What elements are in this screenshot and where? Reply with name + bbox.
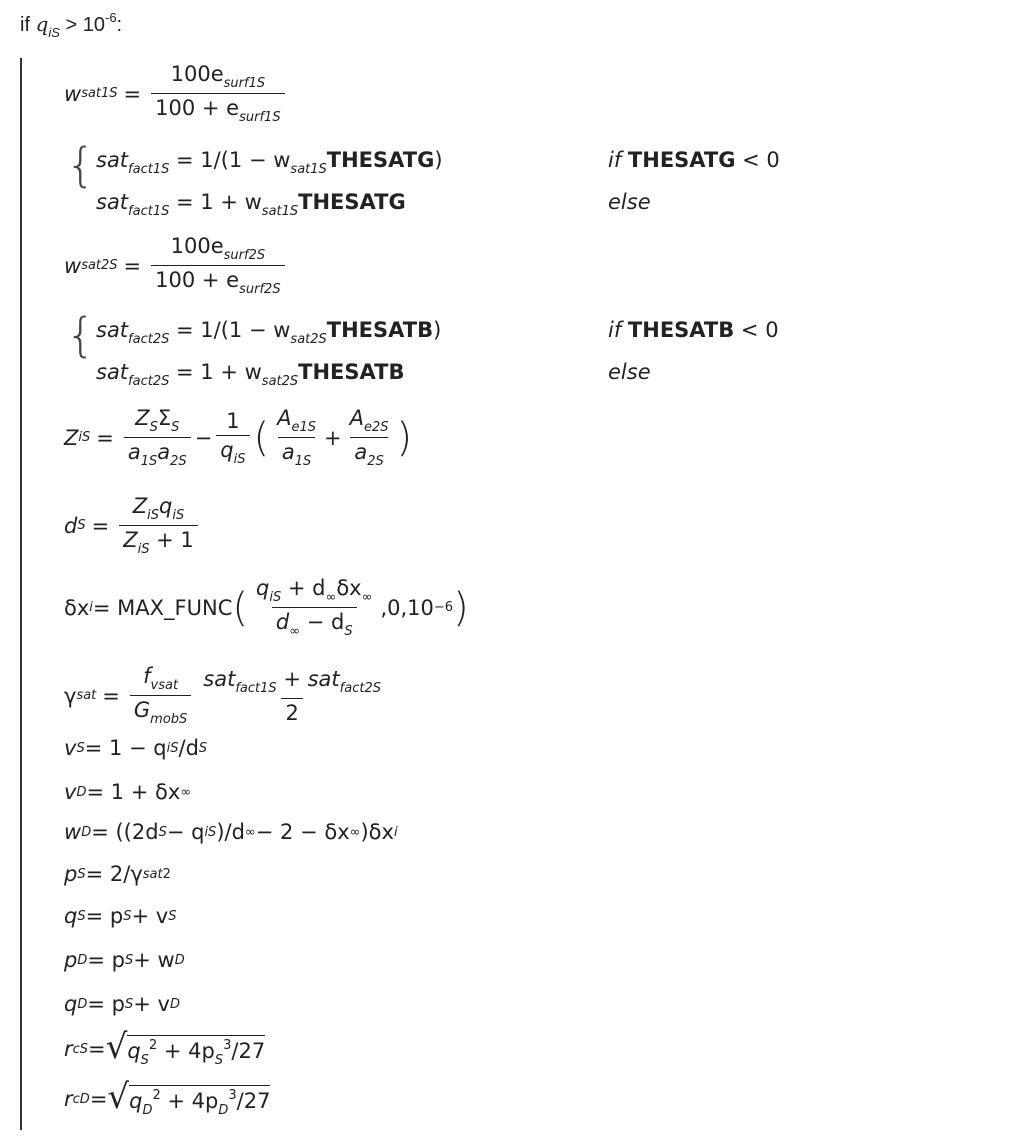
close-paren: ) xyxy=(433,318,442,342)
max-func: = MAX_FUNC xyxy=(92,595,233,620)
lhs-sub: cS xyxy=(72,1041,89,1057)
rhs2: + w xyxy=(133,948,175,972)
close-paren: ) xyxy=(434,148,443,172)
radicand xyxy=(129,1085,270,1118)
a: q xyxy=(127,1039,141,1063)
s: e2S xyxy=(364,420,389,435)
t: a xyxy=(281,440,295,464)
rhs: = 1 + δx xyxy=(86,780,181,804)
rhs-sub: sat xyxy=(142,866,163,882)
mid: + 4p xyxy=(160,1089,219,1113)
r4: − 2 − δx xyxy=(255,820,350,844)
thesatg: THESATG xyxy=(298,190,406,214)
t: q xyxy=(220,437,234,462)
rhs-sub: S xyxy=(124,996,134,1012)
denominator xyxy=(130,695,191,727)
ms: S xyxy=(344,624,353,639)
denominator xyxy=(151,93,284,125)
lhs-sub: D xyxy=(77,952,88,968)
t: G xyxy=(133,698,151,722)
end: /27 xyxy=(231,1039,266,1063)
end: /27 xyxy=(236,1089,271,1113)
equals: = xyxy=(123,81,142,106)
rhs-sub: S xyxy=(123,908,132,924)
lhs-sub: S xyxy=(77,518,86,533)
rhs-sub: iS xyxy=(166,740,179,756)
equals: = xyxy=(91,513,110,538)
eq-pd xyxy=(64,948,185,972)
numerator xyxy=(273,406,320,437)
rhs: = p xyxy=(87,948,125,972)
rhs-sub: sat2S xyxy=(261,374,299,389)
lhs: w xyxy=(64,253,82,278)
else-word: else xyxy=(608,360,651,384)
m: + d xyxy=(281,576,326,600)
den-sub: surf2S xyxy=(239,282,281,297)
denominator xyxy=(124,437,191,469)
t: Z xyxy=(132,494,148,518)
eq-vs xyxy=(64,736,207,760)
sat: sat xyxy=(96,360,129,384)
rhs: = 2/γ xyxy=(85,862,143,886)
den-text: 100 + e xyxy=(155,268,240,292)
lhs: w xyxy=(64,820,82,844)
rhs: = 1 − q xyxy=(84,736,167,760)
cond-op: < 0 xyxy=(734,318,779,342)
s: iS xyxy=(269,590,282,605)
s: fact1S xyxy=(235,680,277,696)
minus: − xyxy=(194,425,213,450)
left-paren: ( xyxy=(232,584,248,631)
fraction xyxy=(151,234,284,297)
brace-1: { xyxy=(66,138,96,192)
rhs: = 1/(1 − w xyxy=(169,318,291,342)
lhs: q xyxy=(64,992,78,1016)
ap: 2 xyxy=(148,1038,158,1053)
cond-bold: THESATB xyxy=(627,318,735,342)
rhs: = 1 + w xyxy=(169,360,262,384)
mid: + 4p xyxy=(157,1039,215,1063)
lhs-sub: sat xyxy=(76,688,97,703)
lhs-sub: D xyxy=(81,824,92,840)
lhs: r xyxy=(64,1037,73,1061)
cond-op: < 0 xyxy=(735,148,780,172)
r1: = ((2d xyxy=(91,820,159,844)
es: ∞ xyxy=(361,590,373,605)
sys2-row2 xyxy=(96,360,404,389)
eq-wsat2s xyxy=(64,234,289,297)
eq-ps xyxy=(64,862,171,886)
sub: fact2S xyxy=(128,332,170,347)
rhs: = 1 + w xyxy=(169,190,262,214)
lhs-sub: sat2S xyxy=(81,258,118,273)
bs: D xyxy=(218,1103,229,1118)
sys2-cond2 xyxy=(608,360,651,384)
lhs: d xyxy=(64,513,78,538)
s4: ∞ xyxy=(349,824,361,840)
equals: = xyxy=(88,1037,106,1061)
s1: S xyxy=(158,824,167,840)
lhs: w xyxy=(64,81,82,106)
fraction-2 xyxy=(199,667,385,725)
s5: i xyxy=(393,824,398,840)
numerator xyxy=(346,406,393,437)
numerator xyxy=(252,576,376,607)
fraction-1 xyxy=(130,664,191,727)
sat: sat xyxy=(96,190,129,214)
den-sub: surf1S xyxy=(239,110,281,125)
rhs: = 1/(1 − w xyxy=(169,148,291,172)
den-text: 100 + e xyxy=(155,96,240,120)
right-paren: ) xyxy=(453,584,469,631)
right-paren: ) xyxy=(396,414,413,461)
rhs2: + v xyxy=(133,992,170,1016)
t: sat xyxy=(203,666,236,691)
eq-wd xyxy=(64,820,398,844)
if-word: if xyxy=(608,318,622,342)
s: S xyxy=(149,420,158,435)
eq-ds xyxy=(64,494,202,557)
s: iS xyxy=(147,508,160,523)
num-text: 100e xyxy=(170,234,224,258)
numerator xyxy=(131,406,183,437)
as: S xyxy=(140,1053,149,1068)
lhs-sub: S xyxy=(77,908,86,924)
lhs-sub: iS xyxy=(78,430,91,445)
tail: ,0,10 xyxy=(380,595,434,620)
radical-sign: √ xyxy=(105,1027,128,1067)
t2: Σ xyxy=(157,406,172,430)
t: d xyxy=(275,610,290,634)
t: a xyxy=(354,440,368,464)
rhs-sup: 2 xyxy=(162,866,171,882)
s: iS xyxy=(137,542,150,557)
s2: iS xyxy=(172,508,185,523)
r3: )/d xyxy=(216,820,245,844)
e: δx xyxy=(336,576,362,600)
rhs2-sub: D xyxy=(174,952,185,968)
thesatb: THESATB xyxy=(298,360,405,384)
s: 1S xyxy=(294,454,312,469)
numerator xyxy=(199,667,385,698)
s: ∞ xyxy=(289,624,301,639)
lhs: q xyxy=(64,904,78,928)
sys1-cond1 xyxy=(608,148,780,172)
rhs2-sub: S xyxy=(168,908,177,924)
r5: )δx xyxy=(360,820,394,844)
m: − d xyxy=(300,610,345,634)
rhs-sub: ∞ xyxy=(180,784,192,800)
num-text: 100e xyxy=(170,62,224,86)
rhs-sub: sat1S xyxy=(290,162,327,177)
lhs: δx xyxy=(64,595,90,620)
condition-line xyxy=(20,10,122,40)
lhs-sub: i xyxy=(89,600,93,615)
t2: a xyxy=(157,440,171,464)
bs: S xyxy=(214,1053,224,1068)
s2: S xyxy=(171,420,180,435)
rhs2: /d xyxy=(178,736,199,760)
rhs: = p xyxy=(87,992,125,1016)
bp: 3 xyxy=(223,1038,232,1053)
equals: = xyxy=(89,1087,108,1111)
eq-rcd xyxy=(64,1077,271,1118)
sqrt xyxy=(105,1027,266,1068)
sys2-row1 xyxy=(96,318,441,347)
m: + sat xyxy=(276,666,340,691)
lhs: r xyxy=(64,1087,73,1111)
lhs-sub: D xyxy=(76,784,87,800)
denominator xyxy=(278,437,315,469)
t: A xyxy=(349,406,365,430)
sub: fact1S xyxy=(128,162,170,177)
radical-sign: √ xyxy=(107,1077,130,1117)
fraction xyxy=(119,494,198,557)
s: mobS xyxy=(150,712,188,727)
denominator xyxy=(151,265,284,297)
eq-qd xyxy=(64,992,180,1016)
equals: = xyxy=(102,683,120,708)
fraction-3 xyxy=(273,406,320,469)
plus: + xyxy=(324,425,342,450)
ap: 2 xyxy=(152,1088,161,1103)
r2: − q xyxy=(166,820,205,844)
radicand xyxy=(127,1035,265,1068)
num-sub: surf1S xyxy=(223,76,266,91)
s: 2S xyxy=(367,454,384,469)
denominator: 2 xyxy=(281,698,302,725)
eq-qs xyxy=(64,904,176,928)
denominator xyxy=(350,437,387,469)
sat: sat xyxy=(96,318,129,342)
cond-op: > 10 xyxy=(59,14,105,36)
t: q xyxy=(255,576,270,600)
rhs: = p xyxy=(85,904,124,928)
sys2-cond1 xyxy=(608,318,779,342)
cond-var: q xyxy=(35,12,49,36)
lhs: p xyxy=(64,862,78,886)
s: iS xyxy=(233,451,246,467)
if-keyword: if xyxy=(20,14,36,36)
else-word: else xyxy=(608,190,651,214)
numerator xyxy=(167,234,269,265)
numerator xyxy=(139,664,182,695)
rhs2-sub: D xyxy=(169,996,180,1012)
t: Z xyxy=(135,406,150,430)
rhs2-sub: S xyxy=(198,740,208,756)
t: a xyxy=(127,440,141,464)
sys1-row1 xyxy=(96,148,443,177)
denominator xyxy=(119,525,198,557)
cond-exp: -6 xyxy=(104,10,117,25)
s3: ∞ xyxy=(244,824,256,840)
a: q xyxy=(129,1089,143,1113)
lhs: p xyxy=(64,948,78,972)
rhs-sub: sat2S xyxy=(290,332,327,347)
s2: 2S xyxy=(170,454,187,469)
sub: fact1S xyxy=(128,204,170,219)
numerator: 1 xyxy=(226,408,240,433)
fraction xyxy=(252,576,376,639)
rhs2: + v xyxy=(131,904,169,928)
lhs: v xyxy=(64,736,77,760)
sqrt xyxy=(107,1077,271,1118)
sat: sat xyxy=(96,148,129,172)
if-word: if xyxy=(608,148,622,172)
tail-exp: −6 xyxy=(433,600,454,615)
eq-zis xyxy=(64,406,412,469)
sys1-row2 xyxy=(96,190,406,219)
t: A xyxy=(277,406,292,430)
fraction-2 xyxy=(216,409,249,467)
fraction-1 xyxy=(124,406,191,469)
fraction-4 xyxy=(346,406,393,469)
ms: ∞ xyxy=(325,590,337,605)
denominator xyxy=(216,435,249,467)
thesatb: THESATB xyxy=(326,318,434,342)
s: vsat xyxy=(150,678,179,693)
s2: iS xyxy=(204,824,217,840)
lhs: v xyxy=(64,780,77,804)
num-sub: surf2S xyxy=(223,248,266,263)
eq-gamma-sat xyxy=(64,664,389,727)
s: e1S xyxy=(291,420,317,435)
denominator xyxy=(272,607,357,639)
fraction xyxy=(151,62,284,125)
cond-suffix: : xyxy=(116,14,123,36)
lhs: Z xyxy=(64,425,79,450)
sub: fact2S xyxy=(128,374,170,389)
tail: + 1 xyxy=(149,528,194,552)
sys1-cond2 xyxy=(608,190,651,214)
t2: q xyxy=(159,494,173,518)
lhs-sub: D xyxy=(77,996,88,1012)
t: Z xyxy=(123,528,138,552)
eq-wsat1s xyxy=(64,62,289,125)
cond-bold: THESATG xyxy=(627,148,736,172)
bp: 3 xyxy=(228,1088,237,1103)
as: D xyxy=(142,1103,153,1118)
eq-vd xyxy=(64,780,191,804)
t: f xyxy=(143,664,151,688)
eq-rcs xyxy=(64,1027,266,1068)
lhs: γ xyxy=(64,683,77,708)
equals: = xyxy=(96,425,114,450)
equals: = xyxy=(123,253,142,278)
eq-dxi xyxy=(64,576,469,639)
rhs-sub: S xyxy=(124,952,134,968)
numerator xyxy=(129,494,188,525)
lhs-sub: sat1S xyxy=(81,86,118,101)
thesatg: THESATG xyxy=(326,148,435,172)
cond-sub: iS xyxy=(48,25,60,40)
block-bar xyxy=(20,58,22,1130)
s2: fact2S xyxy=(339,680,381,696)
lhs-sub: S xyxy=(76,740,85,756)
lhs-sub: cD xyxy=(72,1091,90,1107)
s: 1S xyxy=(140,454,158,469)
numerator xyxy=(167,62,269,93)
brace-2: { xyxy=(66,308,96,362)
left-paren: ( xyxy=(253,414,270,461)
lhs-sub: S xyxy=(77,866,86,882)
rhs-sub: sat1S xyxy=(261,204,299,219)
